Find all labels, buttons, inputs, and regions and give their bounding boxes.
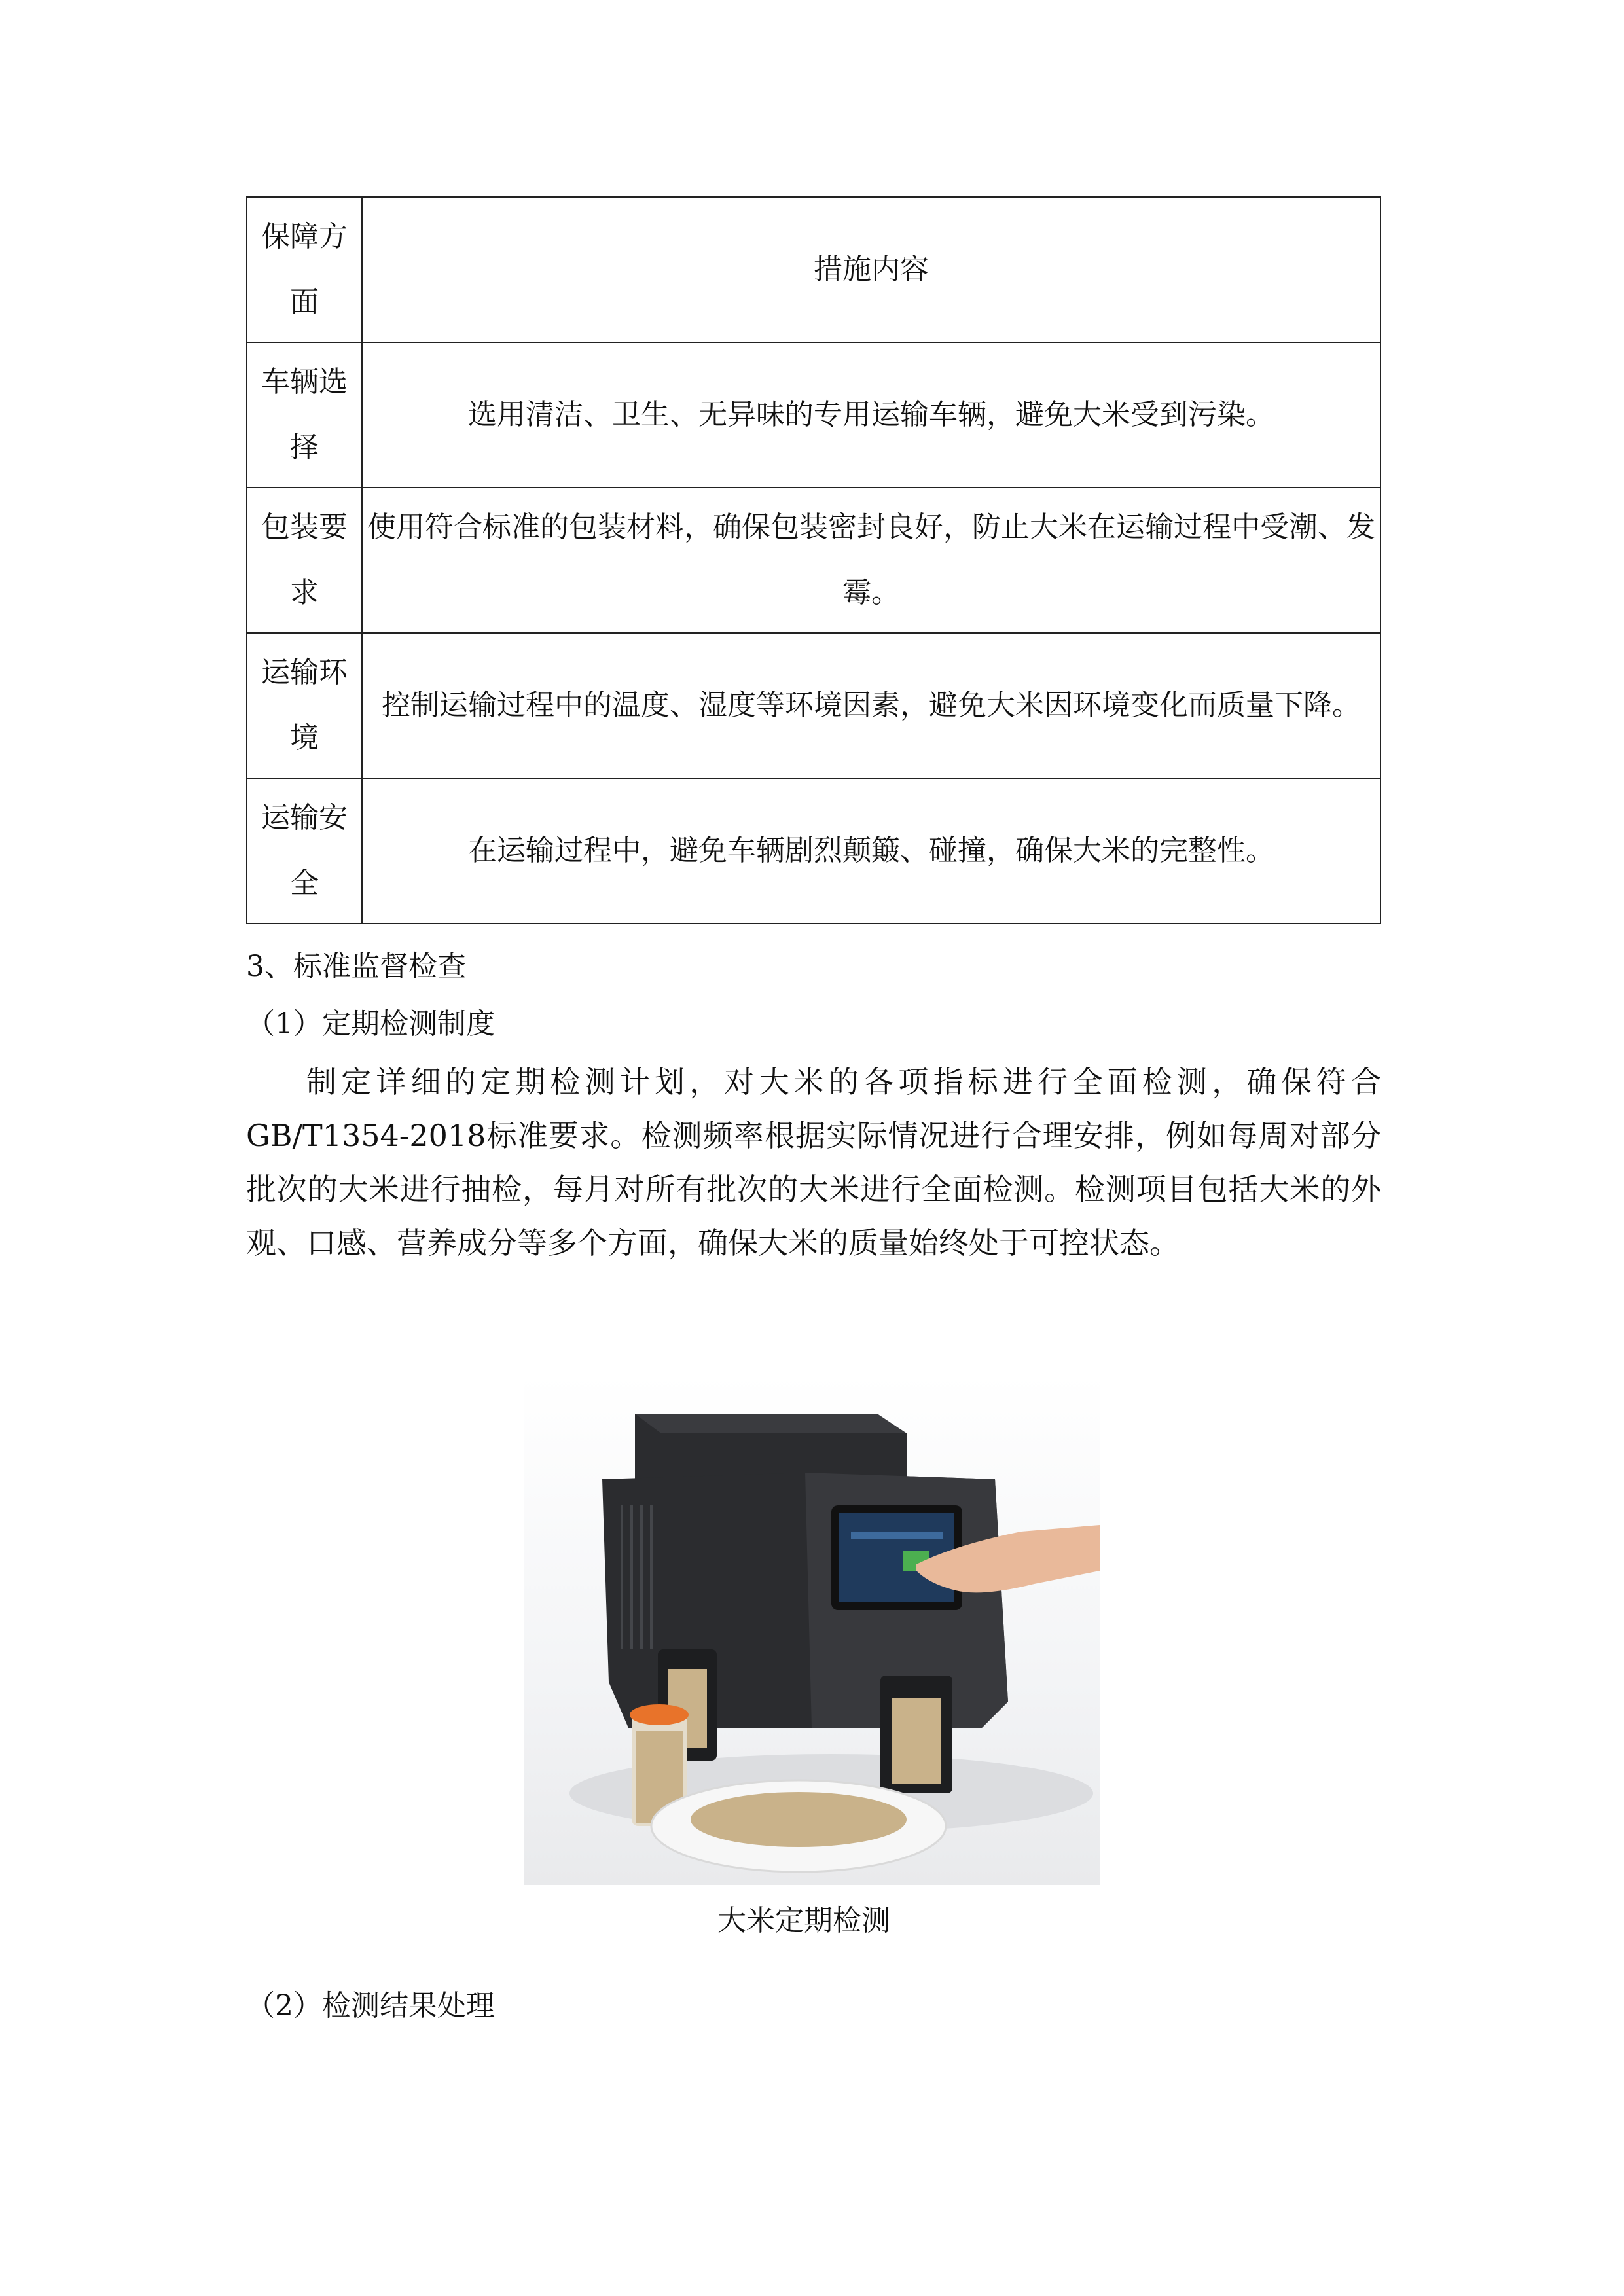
row-aspect: 运输环境 — [247, 633, 362, 778]
figure-caption: 大米定期检测 — [717, 1904, 890, 1937]
subsection-heading-2: （2）检测结果处理 — [246, 1989, 495, 2022]
body-paragraph: 制定详细的定期检测计划，对大米的各项指标进行全面检测，确保符合GB/T1354-2018标准要求。检测频率根据实际情况进行合理安排，例如每周对部分批次的大米进行抽检，每月对所有批次的大米进行全面检测。检测项目包括大米的外观、口感、营养成分等多个方面，确保大米的质量始终处于可控状态。 — [246, 1064, 1381, 1261]
table-row — [247, 633, 1380, 778]
table-row — [247, 488, 1380, 633]
header-aspect: 保障方面 — [247, 197, 362, 342]
table-row — [247, 342, 1380, 488]
row-content: 选用清洁、卫生、无异味的专用运输车辆，避免大米受到污染。 — [362, 342, 1380, 488]
subsection-heading-1: （1）定期检测制度 — [246, 1007, 495, 1041]
row-aspect: 包装要求 — [247, 488, 362, 633]
row-aspect: 运输安全 — [247, 778, 362, 924]
transport-measures-table — [246, 196, 1381, 924]
row-aspect: 车辆选择 — [247, 342, 362, 488]
row-content: 使用符合标准的包装材料，确保包装密封良好，防止大米在运输过程中受潮、发霉。 — [362, 488, 1380, 633]
rice-analyzer-illustration — [524, 1374, 1100, 1885]
row-content: 在运输过程中，避免车辆剧烈颠簸、碰撞，确保大米的完整性。 — [362, 778, 1380, 924]
table-row — [247, 778, 1380, 924]
table-header-row — [247, 197, 1380, 342]
rice-analyzer-photo — [524, 1374, 1100, 1885]
header-content: 措施内容 — [362, 197, 1380, 342]
row-content: 控制运输过程中的温度、湿度等环境因素，避免大米因环境变化而质量下降。 — [362, 633, 1380, 778]
section-heading: 3、标准监督检查 — [246, 950, 466, 983]
